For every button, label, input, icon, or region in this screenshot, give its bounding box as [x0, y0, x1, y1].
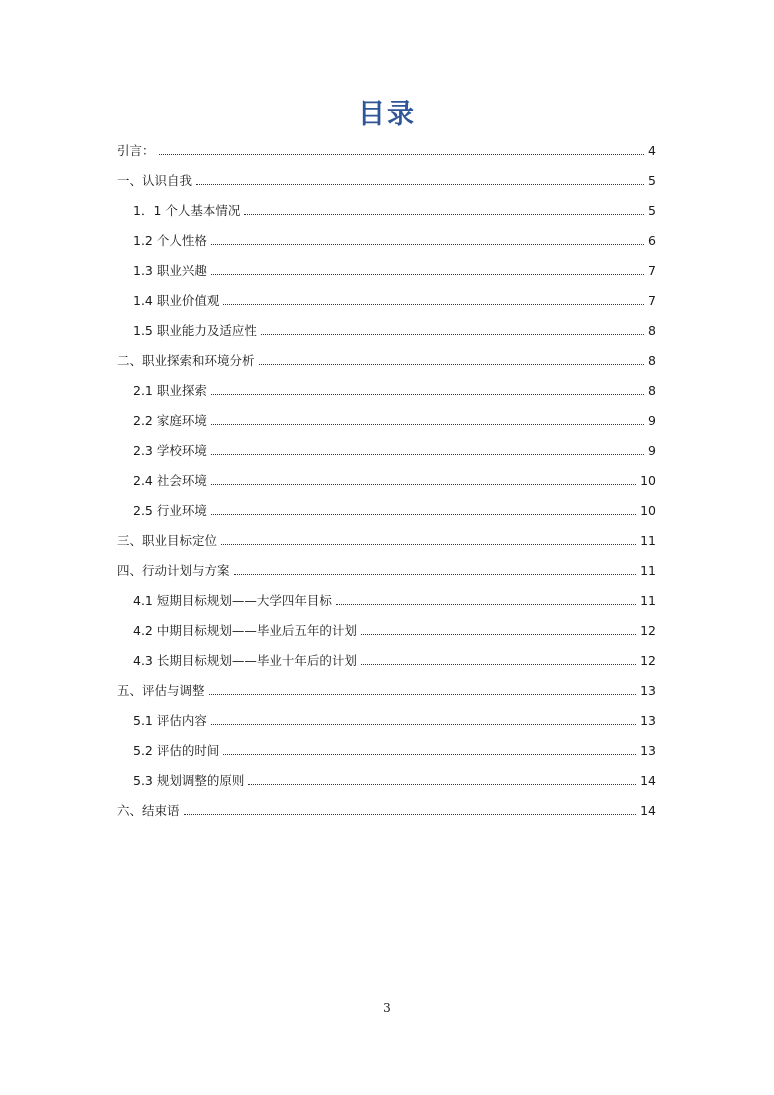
- toc-entry-label: 引言：: [117, 143, 155, 158]
- toc-entry[interactable]: [117, 557, 656, 579]
- toc-leader-dots: [223, 303, 644, 305]
- toc-entry-label: 六、结束语: [117, 803, 180, 818]
- toc-entry-page: 5: [648, 173, 656, 188]
- toc-entry[interactable]: [133, 377, 656, 399]
- toc-leader-dots: [234, 573, 637, 575]
- toc-entry-page: 4: [648, 143, 656, 158]
- toc-entry[interactable]: [133, 227, 656, 249]
- toc-leader-dots: [211, 273, 644, 275]
- toc-entry[interactable]: [133, 497, 656, 519]
- toc-leader-dots: [159, 153, 645, 155]
- toc-entry[interactable]: [133, 707, 656, 729]
- toc-leader-dots: [184, 813, 637, 815]
- toc-entry-page: 6: [648, 233, 656, 248]
- toc-leader-dots: [211, 513, 636, 515]
- toc-entry-page: 14: [640, 803, 656, 818]
- toc-entry-label: 2.3 学校环境: [133, 443, 207, 458]
- toc-leader-dots: [211, 243, 644, 245]
- toc-entry-page: 8: [648, 383, 656, 398]
- toc-leader-dots: [361, 663, 636, 665]
- toc-entry-page: 8: [648, 353, 656, 368]
- toc-entry[interactable]: [133, 257, 656, 279]
- toc-entry-label: 1．1 个人基本情况: [133, 203, 241, 218]
- toc-leader-dots: [209, 693, 637, 695]
- toc-entry-label: 5.2 评估的时间: [133, 743, 220, 758]
- toc-entry-label: 1.5 职业能力及适应性: [133, 323, 257, 338]
- toc-entry-label: 三、职业目标定位: [117, 533, 218, 548]
- toc-leader-dots: [211, 423, 644, 425]
- toc-entry-label: 1.2 个人性格: [133, 233, 207, 248]
- toc-entry-label: 5.1 评估内容: [133, 713, 207, 728]
- toc-entry[interactable]: [117, 167, 656, 189]
- toc-entry-page: 7: [648, 293, 656, 308]
- toc-entry-page: 13: [640, 713, 656, 728]
- toc-entry[interactable]: [133, 317, 656, 339]
- page-number: 3: [383, 1001, 391, 1015]
- toc-leader-dots: [336, 603, 636, 605]
- toc-leader-dots: [211, 393, 644, 395]
- toc-entry[interactable]: [133, 767, 656, 789]
- toc-entry-label: 2.2 家庭环境: [133, 413, 207, 428]
- toc-entry-page: 13: [640, 743, 656, 758]
- toc-entry[interactable]: [133, 647, 656, 669]
- toc-entry[interactable]: [133, 467, 656, 489]
- toc-leader-dots: [211, 483, 636, 485]
- toc-entry-label: 4.2 中期目标规划——毕业后五年的计划: [133, 623, 357, 638]
- toc-entry-page: 14: [640, 773, 656, 788]
- toc-entry[interactable]: [117, 797, 656, 819]
- toc-entry[interactable]: [133, 197, 656, 219]
- toc-entry[interactable]: [133, 737, 656, 759]
- toc-entry-label: 2.4 社会环境: [133, 473, 207, 488]
- toc-leader-dots: [211, 453, 644, 455]
- toc-entry-label: 1.4 职业价值观: [133, 293, 220, 308]
- toc-entry-page: 12: [640, 623, 656, 638]
- toc-entry[interactable]: [117, 347, 656, 369]
- toc-entry-page: 5: [648, 203, 656, 218]
- toc-entry[interactable]: [117, 137, 656, 159]
- toc-leader-dots: [244, 213, 644, 215]
- toc-entry-label: 五、评估与调整: [117, 683, 205, 698]
- toc-leader-dots: [221, 543, 636, 545]
- toc-entry-page: 10: [640, 473, 656, 488]
- toc-entry-label: 2.5 行业环境: [133, 503, 207, 518]
- toc-leader-dots: [261, 333, 644, 335]
- toc-entry-label: 4.1 短期目标规划——大学四年目标: [133, 593, 332, 608]
- toc-entry[interactable]: [117, 677, 656, 699]
- toc-entry-page: 11: [640, 533, 656, 548]
- toc-entry-page: 9: [648, 413, 656, 428]
- toc-leader-dots: [248, 783, 636, 785]
- toc-entry-label: 5.3 规划调整的原则: [133, 773, 245, 788]
- toc-entry-page: 13: [640, 683, 656, 698]
- toc-entry-label: 四、行动计划与方案: [117, 563, 230, 578]
- toc-entry[interactable]: [133, 617, 656, 639]
- toc-entry[interactable]: [133, 437, 656, 459]
- toc-leader-dots: [211, 723, 636, 725]
- toc-entry[interactable]: [133, 407, 656, 429]
- toc-entry-page: 11: [640, 593, 656, 608]
- toc-leader-dots: [259, 363, 645, 365]
- toc-title: 目录: [358, 99, 416, 130]
- toc-entry-label: 1.3 职业兴趣: [133, 263, 207, 278]
- toc-entry-page: 11: [640, 563, 656, 578]
- toc-leader-dots: [361, 633, 636, 635]
- toc-entry-label: 2.1 职业探索: [133, 383, 207, 398]
- toc-entry-page: 9: [648, 443, 656, 458]
- toc-entry-label: 4.3 长期目标规划——毕业十年后的计划: [133, 653, 357, 668]
- toc-entry-page: 7: [648, 263, 656, 278]
- toc-entry-page: 12: [640, 653, 656, 668]
- toc-entry-label: 二、职业探索和环境分析: [117, 353, 255, 368]
- toc-leader-dots: [223, 753, 636, 755]
- toc-entry[interactable]: [133, 287, 656, 309]
- toc-entry[interactable]: [133, 587, 656, 609]
- toc-entry-label: 一、认识自我: [117, 173, 193, 188]
- toc-entry-page: 10: [640, 503, 656, 518]
- toc-leader-dots: [196, 183, 644, 185]
- toc-entry-page: 8: [648, 323, 656, 338]
- toc-entry[interactable]: [117, 527, 656, 549]
